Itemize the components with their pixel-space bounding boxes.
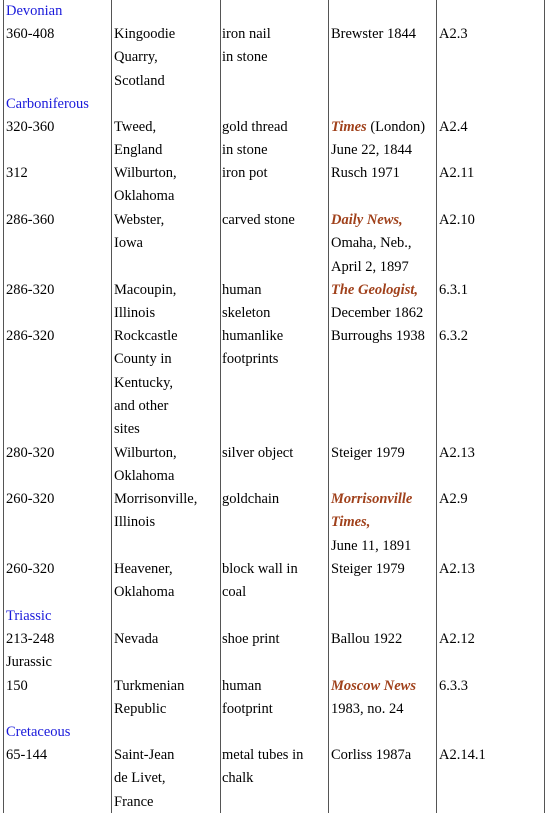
ref-cell: A2.12 (439, 631, 475, 647)
age-cell: 280-320 (6, 445, 55, 461)
source-cell (331, 279, 435, 326)
period-devonian[interactable]: Devonian (6, 3, 63, 19)
ref-cell: A2.13 (439, 561, 475, 577)
object-cell: iron nail in stone (222, 26, 271, 66)
period-triassic[interactable]: Triassic (6, 608, 52, 624)
source-publication-link[interactable]: Morrisonville Times, (331, 491, 413, 531)
object-cell: gold thread in stone (222, 119, 288, 159)
ref-cell: A2.4 (439, 119, 468, 135)
place-cell: Turkmenian Republic (114, 678, 185, 718)
column-rule (544, 0, 545, 813)
object-cell: shoe print (222, 631, 280, 647)
source-publication-link[interactable]: Daily News, (331, 212, 403, 228)
source-cell (331, 442, 435, 465)
object-cell: carved stone (222, 212, 295, 228)
age-cell: 65-144 (6, 747, 48, 763)
source-cell (331, 325, 435, 348)
source-publication-link[interactable]: The Geologist, (331, 282, 418, 298)
place-cell: Webster, Iowa (114, 212, 165, 252)
column-rule (111, 0, 112, 813)
age-cell: 286-360 (6, 212, 55, 228)
source-cell (331, 628, 435, 651)
place-cell: Saint-Jean de Livet, France (114, 747, 175, 810)
source-text: Ballou 1922 (331, 631, 403, 647)
source-cell (331, 675, 435, 722)
source-cell (331, 558, 435, 581)
age-cell: 213-248 (6, 631, 55, 647)
age-cell: 286-320 (6, 282, 55, 298)
age-cell: 150 (6, 678, 28, 694)
period-jurassic: Jurassic (6, 654, 52, 670)
place-cell: Macoupin, Illinois (114, 282, 177, 322)
source-text: 1983, no. 24 (331, 701, 404, 718)
source-text: Steiger 1979 (331, 445, 405, 461)
ref-cell: 6.3.2 (439, 328, 468, 344)
source-publication-link[interactable]: Times (331, 119, 367, 135)
place-cell: Kingoodie Quarry, Scotland (114, 26, 176, 89)
object-cell: humanlike footprints (222, 328, 284, 368)
source-publication-link[interactable]: Moscow News (331, 678, 416, 694)
source-cell (331, 116, 435, 163)
period-cretaceous[interactable]: Cretaceous (6, 724, 71, 740)
ref-cell: 6.3.1 (439, 282, 468, 298)
column-rule (436, 0, 437, 813)
place-cell: Rockcastle County in Kentucky, and other sites (114, 328, 178, 438)
age-cell: 312 (6, 165, 28, 181)
ref-cell: A2.13 (439, 445, 475, 461)
age-cell: 260-320 (6, 491, 55, 507)
source-cell (331, 209, 435, 279)
source-cell (331, 488, 435, 558)
source-cell (331, 744, 435, 767)
period-carboniferous[interactable]: Carboniferous (6, 96, 89, 112)
place-cell: Wilburton, Oklahoma (114, 445, 177, 485)
object-cell: silver object (222, 445, 294, 461)
ref-cell: A2.10 (439, 212, 475, 228)
source-cell (331, 162, 435, 185)
object-cell: metal tubes in chalk (222, 747, 304, 787)
place-cell: Morrisonville, Illinois (114, 491, 198, 531)
ref-cell: 6.3.3 (439, 678, 468, 694)
column-rule (328, 0, 329, 813)
source-cell (331, 23, 435, 46)
source-text: Steiger 1979 (331, 561, 405, 577)
column-rule (220, 0, 221, 813)
object-cell: human skeleton (222, 282, 271, 322)
source-text: December 1862 (331, 305, 424, 322)
column-rule (3, 0, 4, 813)
source-text: (London) June 22, 1844 (331, 119, 426, 159)
source-text: Rusch 1971 (331, 165, 400, 181)
source-text: Omaha, Neb., April 2, 1897 (331, 235, 412, 275)
place-cell: Heavener, Oklahoma (114, 561, 175, 601)
source-text: Burroughs 1938 (331, 328, 425, 344)
ref-cell: A2.9 (439, 491, 468, 507)
age-cell: 320-360 (6, 119, 55, 135)
object-cell: goldchain (222, 491, 280, 507)
place-cell: Tweed, England (114, 119, 163, 159)
ref-cell: A2.3 (439, 26, 468, 42)
source-text: Corliss 1987a (331, 747, 412, 763)
place-cell: Nevada (114, 631, 159, 647)
age-cell: 260-320 (6, 561, 55, 577)
ref-cell: A2.14.1 (439, 747, 486, 763)
object-cell: human footprint (222, 678, 273, 718)
source-text: June 11, 1891 (331, 537, 412, 554)
object-cell: iron pot (222, 165, 268, 181)
place-cell: Wilburton, Oklahoma (114, 165, 177, 205)
age-cell: 360-408 (6, 26, 55, 42)
age-cell: 286-320 (6, 328, 55, 344)
object-cell: block wall in coal (222, 561, 298, 601)
source-text: Brewster 1844 (331, 26, 416, 42)
ref-cell: A2.11 (439, 165, 475, 181)
